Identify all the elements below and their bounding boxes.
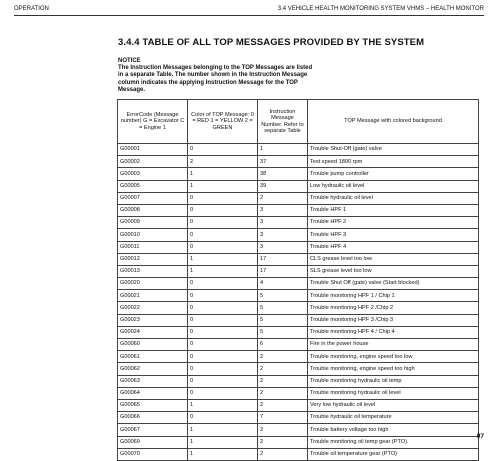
cell-error-code: G00063 [118,375,188,387]
cell-color-code: 1 [188,436,258,448]
cell-error-code: G00024 [118,326,188,338]
cell-color-code: 1 [188,424,258,436]
cell-error-code: G00010 [118,229,188,241]
cell-top-message: Trouble oil temperature gear (PTO) [308,448,479,460]
table-row [118,339,479,351]
table-row [118,363,479,375]
cell-instruction-number: 2 [258,399,308,411]
cell-error-code: G00065 [118,399,188,411]
table-row [118,302,479,314]
cell-top-message: SLS grease level too low [308,265,479,277]
table-row [118,436,479,448]
page-number: 97 [476,433,484,440]
cell-color-code: 0 [188,326,258,338]
col-header-error-code: ErrorCode (Message number) G = Excavator C = Engine 1 [118,100,188,144]
cell-error-code: G00009 [118,217,188,229]
cell-error-code: G00012 [118,253,188,265]
cell-top-message: Trouble monitoring, engine speed too high [308,363,479,375]
table-row [118,156,479,168]
cell-top-message: Trouble monitoring HPF 1 / Chip 1 [308,290,479,302]
cell-top-message: Trouble hydraulic oil temperature [308,412,479,424]
cell-top-message: Trouble monitoring HPF 3 /Chip 3 [308,314,479,326]
cell-top-message: Trouble Shut-Off (gate) valve [308,144,479,156]
cell-color-code: 0 [188,290,258,302]
notice-block [118,58,478,94]
cell-error-code: G00061 [118,351,188,363]
cell-color-code: 0 [188,229,258,241]
cell-top-message: Trouble monitoring oil temp gear (PTO) [308,436,479,448]
cell-instruction-number: 3 [258,241,308,253]
cell-instruction-number: 5 [258,290,308,302]
cell-color-code: 2 [188,156,258,168]
cell-error-code: G00022 [118,302,188,314]
table-row [118,278,479,290]
cell-color-code: 0 [188,387,258,399]
cell-color-code: 0 [188,241,258,253]
cell-instruction-number: 2 [258,448,308,460]
cell-top-message: CLS grease level too low [308,253,479,265]
cell-instruction-number: 3 [258,217,308,229]
cell-instruction-number: 5 [258,326,308,338]
table-row [118,314,479,326]
cell-top-message: Fire in the power house [308,339,479,351]
table-row [118,144,479,156]
table-row [118,229,479,241]
cell-instruction-number: 4 [258,278,308,290]
table-row [118,424,479,436]
cell-color-code: 0 [188,302,258,314]
cell-instruction-number: 37 [258,156,308,168]
cell-instruction-number: 3 [258,229,308,241]
cell-top-message: Trouble monitoring HPF 2 /Chip 2 [308,302,479,314]
cell-instruction-number: 1 [258,144,308,156]
cell-color-code: 0 [188,144,258,156]
table-row [118,168,479,180]
notice-label: NOTICE [118,58,141,64]
section-title: 3.4.4 TABLE OF ALL TOP MESSAGES PROVIDED BY THE SYSTEM [118,37,425,48]
cell-top-message: Trouble monitoring, engine speed too low [308,351,479,363]
cell-color-code: 0 [188,339,258,351]
cell-error-code: G00060 [118,339,188,351]
cell-top-message: Trouble HPF 4 [308,241,479,253]
table-row [118,412,479,424]
table-row [118,265,479,277]
table-row [118,448,479,460]
cell-error-code: G00003 [118,168,188,180]
cell-error-code: G00070 [118,448,188,460]
cell-error-code: G00069 [118,436,188,448]
cell-error-code: G00007 [118,192,188,204]
cell-color-code: 1 [188,168,258,180]
cell-error-code: G00023 [118,314,188,326]
table-row [118,351,479,363]
header-section-label: OPERATION [14,6,49,12]
header-chapter-title: 3.4 VEHICLE HEALTH MONITORING SYSTEM VHMS – HEALTH MONITOR [277,6,484,12]
cell-color-code: 1 [188,180,258,192]
cell-color-code: 1 [188,399,258,411]
cell-color-code: 0 [188,204,258,216]
table-row [118,204,479,216]
cell-color-code: 1 [188,448,258,460]
cell-color-code: 0 [188,412,258,424]
cell-top-message: Trouble monitoring hydraulic oil level [308,387,479,399]
cell-instruction-number: 39 [258,180,308,192]
cell-instruction-number: 2 [258,363,308,375]
cell-instruction-number: 2 [258,375,308,387]
cell-top-message: Trouble Shut Off (gate) valve (Start blocked) [308,278,479,290]
cell-error-code: G00066 [118,412,188,424]
col-header-top-message: TOP Message with colored background [308,100,479,144]
table-row [118,192,479,204]
cell-top-message: Low hydraulic oil level [308,180,479,192]
cell-instruction-number: 38 [258,168,308,180]
cell-top-message: Trouble battery voltage too high [308,424,479,436]
cell-error-code: G00008 [118,204,188,216]
cell-top-message: Trouble monitoring hydraulic oil temp [308,375,479,387]
table-row [118,326,479,338]
cell-instruction-number: 2 [258,192,308,204]
cell-color-code: 1 [188,253,258,265]
table-row [118,387,479,399]
cell-top-message: Trouble hydraulic oil level [308,192,479,204]
table-header-row [118,100,479,144]
page-header [14,3,484,16]
table-row [118,180,479,192]
cell-error-code: G00002 [118,156,188,168]
cell-instruction-number: 5 [258,314,308,326]
col-header-color: Color of TOP Message: 0 = RED 1 = YELLOW 2 = GREEN [188,100,258,144]
cell-instruction-number: 17 [258,265,308,277]
cell-instruction-number: 2 [258,387,308,399]
cell-instruction-number: 2 [258,424,308,436]
table-row [118,241,479,253]
cell-instruction-number: 7 [258,412,308,424]
cell-instruction-number: 6 [258,339,308,351]
cell-color-code: 0 [188,375,258,387]
cell-error-code: G00021 [118,290,188,302]
col-header-instruction-number: Instruction Message Number. Refer to separate Table [258,100,308,144]
cell-color-code: 0 [188,363,258,375]
cell-error-code: G00062 [118,363,188,375]
cell-color-code: 0 [188,314,258,326]
cell-instruction-number: 5 [258,302,308,314]
cell-color-code: 0 [188,278,258,290]
cell-top-message: Trouble HPF 3 [308,229,479,241]
cell-error-code: G00064 [118,387,188,399]
top-messages-table [117,99,479,461]
cell-top-message: Trouble HPF 2 [308,217,479,229]
cell-instruction-number: 3 [258,204,308,216]
cell-color-code: 0 [188,217,258,229]
cell-instruction-number: 17 [258,253,308,265]
notice-text: The Instruction Messages belonging to the TOP Messages are listed in a separate Table. The number shown in the Instruction Message column indicates the applying Instruction Message for the TOP Message. [118,65,313,93]
cell-top-message: Trouble HPF 1 [308,204,479,216]
cell-color-code: 0 [188,192,258,204]
table-row [118,253,479,265]
table-row [118,375,479,387]
cell-instruction-number: 2 [258,351,308,363]
cell-error-code: G00020 [118,278,188,290]
cell-top-message: Very low hydraulic oil level [308,399,479,411]
cell-error-code: G00067 [118,424,188,436]
cell-instruction-number: 2 [258,436,308,448]
cell-error-code: G00013 [118,265,188,277]
cell-error-code: G00011 [118,241,188,253]
cell-color-code: 0 [188,351,258,363]
cell-error-code: G00005 [118,180,188,192]
cell-top-message: Trouble pump controller [308,168,479,180]
table-row [118,399,479,411]
cell-top-message: Trouble monitoring HPF 4 / Chip 4 [308,326,479,338]
cell-error-code: G00001 [118,144,188,156]
table-row [118,217,479,229]
cell-top-message: Test speed 1800 rpm [308,156,479,168]
table-row [118,290,479,302]
cell-color-code: 1 [188,265,258,277]
